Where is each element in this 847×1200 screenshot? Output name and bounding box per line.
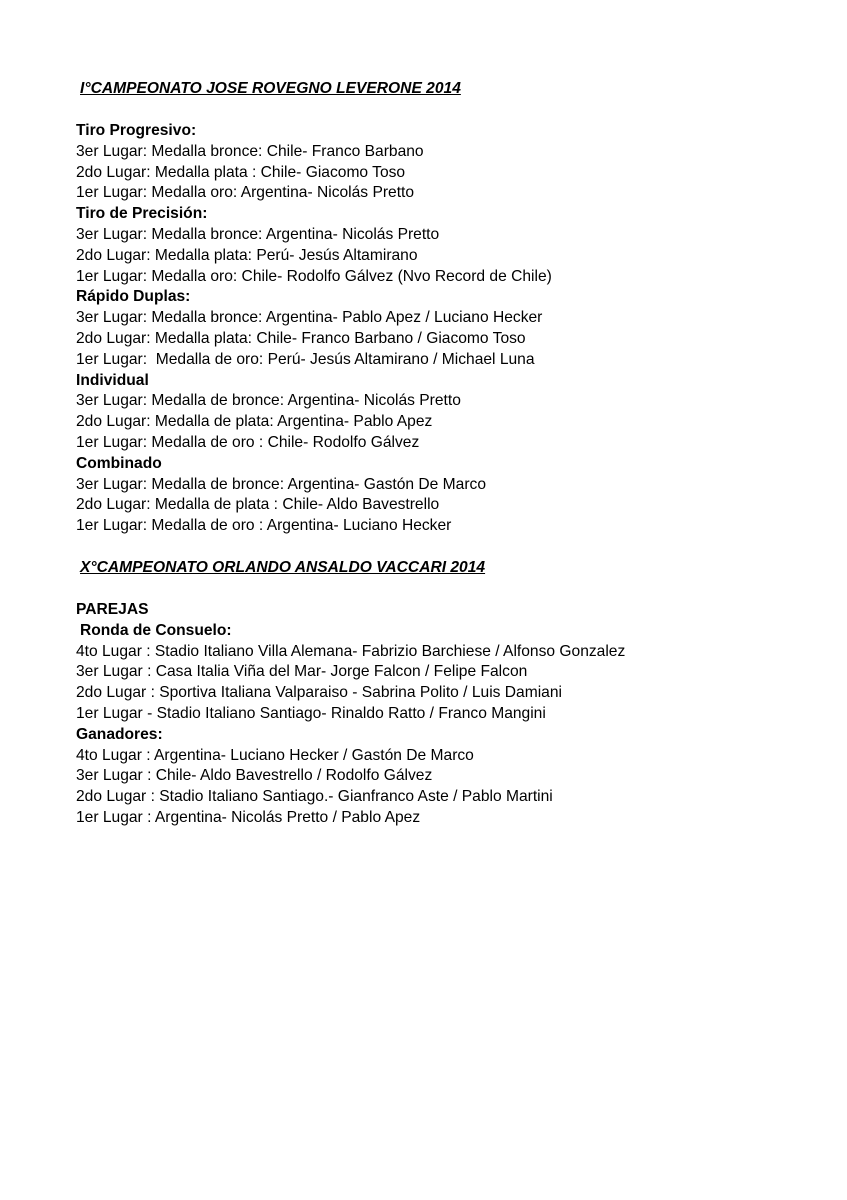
result-line: 2do Lugar: Medalla plata : Chile- Giacomo Toso (76, 163, 406, 181)
category-heading: Rápido Duplas: (76, 288, 191, 306)
result-line: 2do Lugar: Medalla de plata : Chile- Aldo Bavestrello (76, 496, 440, 514)
result-line: 2do Lugar : Sportiva Italiana Valparaiso - Sabrina Polito / Luis Damiani (76, 684, 562, 702)
result-line: 1er Lugar: Medalla oro: Argentina- Nicolás Pretto (76, 184, 415, 202)
category-heading: Ronda de Consuelo: (80, 621, 232, 639)
category-heading: Individual (76, 371, 149, 389)
result-line: 2do Lugar : Stadio Italiano Santiago.- Gianfranco Aste / Pablo Martini (76, 788, 553, 806)
result-line: 1er Lugar: Medalla de oro : Chile- Rodolfo Gálvez (76, 433, 420, 451)
result-line: 2do Lugar: Medalla de plata: Argentina- Pablo Apez (76, 413, 433, 431)
category-heading: Tiro Progresivo: (76, 122, 197, 139)
category-heading: Tiro de Precisión: (76, 205, 208, 223)
result-line: 1er Lugar: Medalla oro: Chile- Rodolfo Gálvez (Nvo Record de Chile) (76, 267, 552, 285)
result-line: 3er Lugar: Medalla bronce: Argentina- Nicolás Pretto (76, 225, 440, 243)
result-line: 1er Lugar : Argentina- Nicolás Pretto / Pablo Apez (76, 808, 421, 826)
result-line: 3er Lugar: Medalla de bronce: Argentina- Gastón De Marco (76, 475, 486, 493)
result-line: 1er Lugar - Stadio Italiano Santiago- Rinaldo Ratto / Franco Mangini (76, 704, 546, 722)
result-line: 2do Lugar: Medalla plata: Chile- Franco Barbano / Giacomo Toso (76, 329, 526, 347)
result-line: 4to Lugar : Argentina- Luciano Hecker / Gastón De Marco (76, 746, 474, 764)
category-heading: Ganadores: (76, 725, 163, 743)
group-heading: PAREJAS (76, 600, 149, 618)
result-line: 2do Lugar: Medalla plata: Perú- Jesús Altamirano (76, 246, 418, 264)
result-line: 3er Lugar: Medalla bronce: Argentina- Pablo Apez / Luciano Hecker (76, 309, 543, 327)
result-line: 3er Lugar : Casa Italia Viña del Mar- Jorge Falcon / Felipe Falcon (76, 663, 528, 681)
result-line: 1er Lugar: Medalla de oro : Argentina- Luciano Hecker (76, 517, 452, 535)
document-page (76, 79, 816, 829)
result-line: 3er Lugar: Medalla bronce: Chile- Franco Barbano (76, 142, 424, 160)
result-line: 3er Lugar: Medalla de bronce: Argentina- Nicolás Pretto (76, 392, 461, 410)
result-line: 1er Lugar: Medalla de oro: Perú- Jesús Altamirano / Michael Luna (76, 350, 535, 368)
result-line: 3er Lugar : Chile- Aldo Bavestrello / Rodolfo Gálvez (76, 767, 433, 785)
section2-title: X°CAMPEONATO ORLANDO ANSALDO VACCARI 2014 (80, 558, 486, 576)
section1-title: I°CAMPEONATO JOSE ROVEGNO LEVERONE 2014 (80, 80, 461, 97)
result-line: 4to Lugar : Stadio Italiano Villa Alemana- Fabrizio Barchiese / Alfonso Gonzalez (76, 642, 626, 660)
category-heading: Combinado (76, 454, 162, 472)
